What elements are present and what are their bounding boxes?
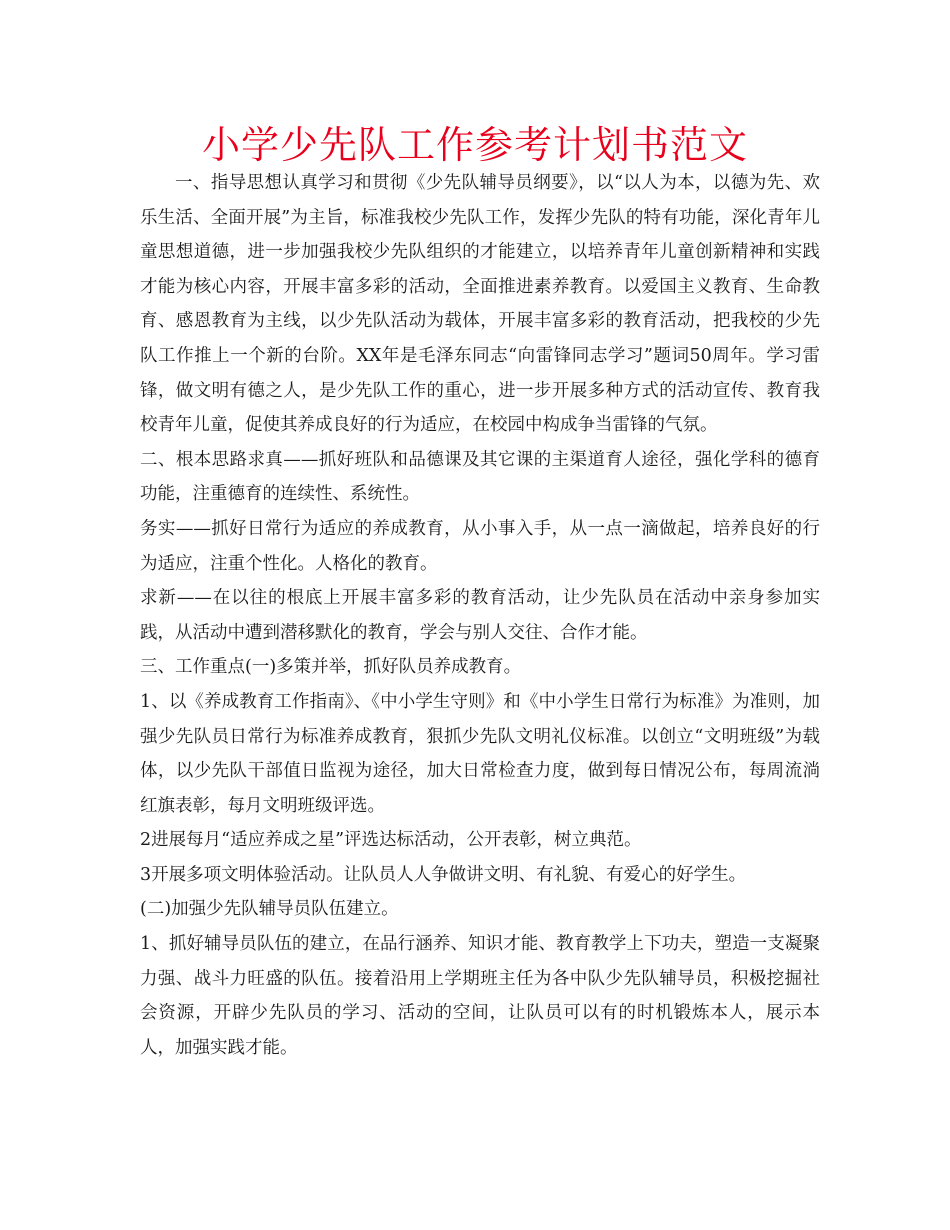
paragraph-guiding-ideology: 一、指导思想认真学习和贯彻《少先队辅导员纲要》，以“以人为本，以德为先、欢乐生活、全面开展”为主旨，标准我校少先队工作，发挥少先队的特有功能，深化青年儿童思想道德，进一步加强我校少先队组织的才能建立，以培养青年儿童创新精神和实践才能为核心内容，开展丰富多彩的活动，全面推进素养教育。以爱国主义教育、生命教育、感恩教育为主线，以少先队活动为载体，开展丰富多彩的教育活动，把我校的少先队工作推上一个新的台阶。XX年是毛泽东同志“向雷锋同志学习”题词50周年。学习雷锋，做文明有德之人，是少先队工作的重心，进一步开展多种方式的活动宣传、教育我校青年儿童，促使其养成良好的行为适应，在校园中构成争当雷锋的气氛。 xyxy=(140,173,820,436)
paragraph-basic-approach: 二、根本思路求真——抓好班队和品德课及其它课的主渠道育人途径，强化学科的德育功能，注重德育的连续性、系统性。 xyxy=(140,449,820,505)
paragraph-counselor-team: (二)加强少先队辅导员队伍建立。 xyxy=(140,899,399,920)
paragraph-innovation: 求新——在以往的根底上开展丰富多彩的教育活动，让少先队员在活动中亲身参加实践，从活动中遭到潜移默化的教育，学会与别人交往、合作才能。 xyxy=(140,588,820,643)
paragraph-pragmatic: 务实——抓好日常行为适应的养成教育，从小事入手，从一点一滴做起，培养良好的行为适应，注重个性化。人格化的教育。 xyxy=(140,518,820,574)
paragraph-work-focus: 三、工作重点(一)多策并举，抓好队员养成教育。 xyxy=(140,657,522,678)
document-title: 小学少先队工作参考计划书范文 xyxy=(201,123,748,167)
paragraph-habit-education: 1、以《养成教育工作指南》、《中小学生守则》和《中小学生日常行为标准》为准则，加强少先队员日常行为标准养成教育，狠抓少先队文明礼仪标准。以创立“文明班级”为载体，以少先队干部值日监视为途径，加大日常检查力度，做到每日情况公布，每周流淌红旗表彰，每月文明班级评选。 xyxy=(140,691,820,816)
paragraph-civility-activities: 3开展多项文明体验活动。让队员人人争做讲文明、有礼貌、有爱心的好学生。 xyxy=(140,864,747,885)
paragraph-counselor-building: 1、抓好辅导员队伍的建立，在品行涵养、知识才能、教育教学上下功夫，塑造一支凝聚力强、战斗力旺盛的队伍。接着沿用上学期班主任为各中队少先队辅导员，积极挖掘社会资源，开辟少先队员的学习、活动的空间，让队员可以有的时机锻炼本人，展示本人，加强实践才能。 xyxy=(140,934,820,1058)
paragraph-monthly-star: 2进展每月“适应养成之星”评选达标活动，公开表彰，树立典范。 xyxy=(140,830,642,851)
document-body xyxy=(140,166,820,1065)
